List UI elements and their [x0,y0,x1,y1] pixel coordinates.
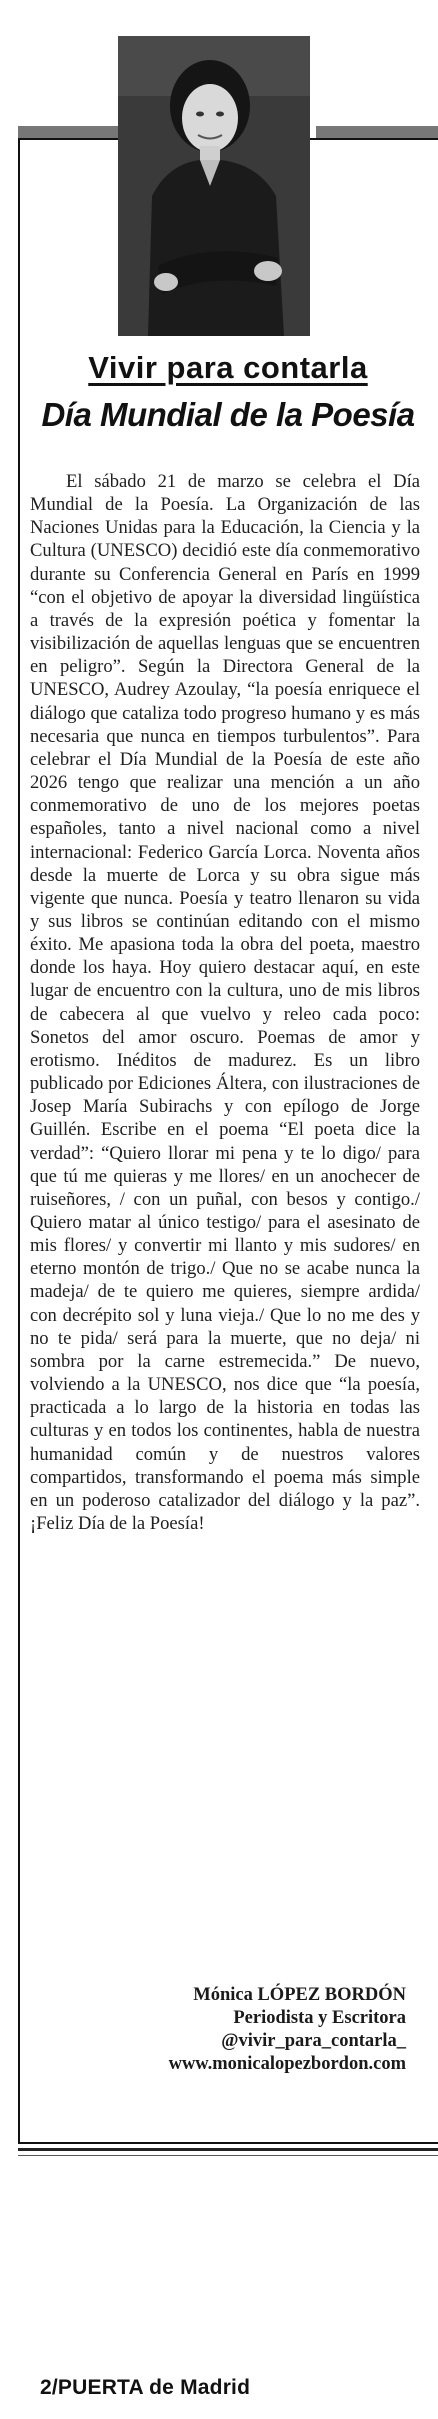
author-name: Mónica LÓPEZ BORDÓN [193,1985,406,2005]
footer-divider-thin [18,2155,438,2156]
author-website: www.monicalopezbordon.com [168,2054,406,2074]
page-footer-label: 2/PUERTA de Madrid [40,2376,251,2399]
author-handle: @vivir_para_contarla_ [221,2031,406,2051]
column-section-title: Vivir para contarla [88,350,368,385]
author-portrait-icon [118,36,310,336]
article-body [30,470,420,1535]
author-photo [118,36,310,336]
footer-divider [18,2148,438,2151]
article-headline: Día Mundial de la Poesía [41,396,415,433]
author-role: Periodista y Escritora [233,2008,406,2028]
author-signature [169,1984,406,2076]
article-paragraph: El sábado 21 de marzo se celebra el Día Mundial de la Poesía. La Organización de las Naciones Unidas para la Educación, la Ciencia y la Cultura (UNESCO) decidió este día conmemorativo durante su Conferencia General en París en 1999 “con el objetivo de apoyar la diversidad lingüística a través de la expresión poética y fomentar la visibilización de aquellas lenguas que se encuentren en peligro”. Según la Directora General de la UNESCO, Audrey Azoulay, “la poesía enriquece el diálogo que cataliza todo progreso humano y es más necesaria que nunca en tiempos turbulentos”. Para celebrar el Día Mundial de la Poesía de este año 2026 tengo que realizar una mención a un año conmemorativo de uno de los mejores poetas españoles, tanto a nivel nacional como a nivel internacional: Federico García Lorca. Noventa años desde la muerte de Lorca y su obra sigue más vigente que nunca. Poesía y teatro llenaron su vida y sus libros se continúan editando con el mismo éxito. Me apasiona toda la obra del poeta, maestro donde los haya. Hoy quiero destacar aquí, en este lugar de encuentro con la cultura, uno de mis libros de cabecera al que vuelvo y releo cada poco: Sonetos del amor oscuro. Poemas de amor y erotismo. Inéditos de madurez. Es un libro publicado por Ediciones Áltera, con ilustraciones de Josep María Subirachs y con epílogo de Jorge Guillén. Escribe en el poema “El poeta dice la verdad”: “Quiero llorar mi pena y te lo digo/ para que tú me quieras y me llores/ en un anochecer de ruiseñores, / con un puñal, con besos y contigo./ Quiero matar al único testigo/ para el asesinato de mis flores/ y convertir mi llanto y mis sudores/ en eterno montón de trigo./ Que no se acabe nunca la madeja/ de te quiero me quieres, siempre ardida/ con decrépito sol y luna vieja./ Que lo no me des y no te pida/ será para la muerte, que no deja/ ni sombra por la carne estremecida.” De nuevo, volviendo a la UNESCO, nos dice que “la poesía, practicada a lo largo de la historia en todas las culturas y en todos los continentes, habla de nuestra humanidad común y de nuestros valores compartidos, transformando el poema más simple en un poderoso catalizador del diálogo y la paz”. ¡Feliz Día de la Poesía! [30,471,420,1535]
